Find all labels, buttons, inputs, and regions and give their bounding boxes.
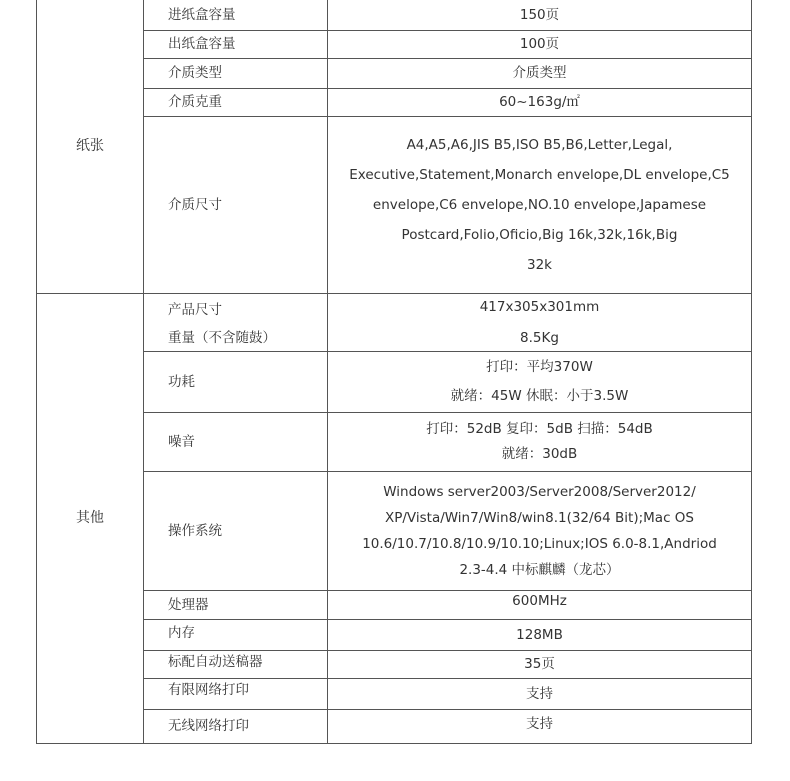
os-line: XP/Vista/Win7/Win8/win8.1(32/64 Bit);Mac OS: [384, 510, 694, 526]
adf-label: 标配自动送稿器: [168, 653, 263, 670]
noise-line: 打印：52dB 复印：5dB 扫描：54dB: [426, 421, 653, 437]
media-size-line: A4,A5,A6,JIS B5,ISO B5,B6,Letter,Legal,: [406, 137, 673, 153]
wired-network-value: 支持: [526, 685, 553, 702]
category-paper: 纸张: [76, 138, 104, 155]
media-type-label: 介质类型: [168, 65, 222, 82]
adf-value: 35页: [524, 656, 555, 673]
media-size-line: envelope,C6 envelope,NO.10 envelope,Japamese: [372, 197, 707, 213]
noise-label: 噪音: [168, 433, 195, 450]
media-type-value: 介质类型: [512, 65, 567, 82]
os-value: [328, 472, 751, 590]
wireless-network-label: 无线网络打印: [168, 718, 249, 735]
os-line: 10.6/10.7/10.8/10.9/10.10;Linux;IOS 6.0-8.1,Andriod: [362, 536, 717, 552]
noise-line: 就绪：30dB: [501, 446, 578, 462]
input-tray-value: 150页: [519, 6, 560, 23]
power-line: 就绪：45W 休眠：小于3.5W: [450, 388, 629, 404]
memory-value: 128MB: [516, 626, 563, 643]
power-line: 打印：平均370W: [486, 359, 593, 375]
weight-label: 重量（不含随鼓）: [168, 329, 276, 346]
media-size-line: Executive,Statement,Monarch envelope,DL envelope,C5: [349, 167, 730, 183]
processor-value: 600MHz: [512, 592, 567, 609]
wired-network-label: 有限网络打印: [168, 681, 249, 698]
media-weight-label: 介质克重: [168, 94, 222, 111]
weight-value: 8.5Kg: [520, 329, 559, 346]
product-size-value: 417x305x301mm: [479, 298, 600, 315]
output-tray-value: 100页: [519, 36, 560, 53]
media-size-line: Postcard,Folio,Oficio,Big 16k,32k,16k,Big: [401, 227, 678, 243]
media-size-label: 介质尺寸: [168, 196, 222, 213]
os-line: Windows server2003/Server2008/Server2012/: [383, 484, 696, 500]
input-tray-label: 进纸盒容量: [168, 6, 236, 23]
spec-table: [36, 0, 752, 744]
media-size-value: [328, 117, 751, 293]
noise-value: [328, 413, 751, 471]
os-line: 2.3-4.4 中标麒麟（龙芯）: [459, 562, 620, 578]
power-value: [328, 352, 751, 412]
processor-label: 处理器: [168, 596, 209, 613]
media-size-line: 32k: [527, 257, 552, 273]
wireless-network-value: 支持: [526, 715, 553, 732]
product-size-label: 产品尺寸: [168, 301, 222, 318]
power-label: 功耗: [168, 373, 195, 390]
category-other: 其他: [76, 510, 104, 527]
os-label: 操作系统: [168, 522, 222, 539]
output-tray-label: 出纸盒容量: [168, 36, 236, 53]
media-weight-value: 60~163g/㎡: [499, 94, 580, 111]
memory-label: 内存: [168, 624, 195, 641]
